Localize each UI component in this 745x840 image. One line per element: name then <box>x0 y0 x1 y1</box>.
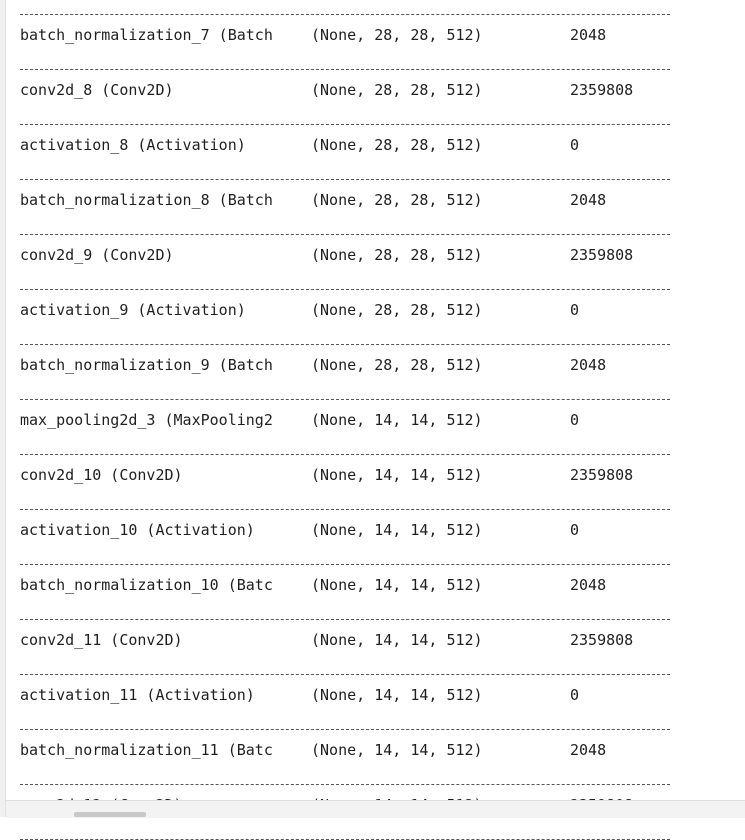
layer-name-cell: activation_8 (Activation) <box>20 136 246 154</box>
layer-name-cell: batch_normalization_9 (Batch <box>20 356 273 374</box>
layer-name-cell: activation_9 (Activation) <box>20 301 246 319</box>
row-separator <box>20 14 670 15</box>
param-count-cell: 0 <box>570 521 580 539</box>
layer-name-cell: batch_normalization_8 (Batch <box>20 191 273 209</box>
table-row <box>20 300 740 320</box>
output-shape-cell: (None, 28, 28, 512) <box>311 356 483 374</box>
output-shape-cell: (None, 28, 28, 512) <box>311 246 483 264</box>
row-separator <box>20 619 670 620</box>
layer-name-cell: batch_normalization_11 (Batc <box>20 741 273 759</box>
layer-name-cell: conv2d_9 (Conv2D) <box>20 246 174 264</box>
output-shape-cell: (None, 14, 14, 512) <box>311 521 483 539</box>
table-row <box>20 410 740 430</box>
output-shape-cell: (None, 14, 14, 512) <box>311 411 483 429</box>
layer-name-cell: conv2d_10 (Conv2D) <box>20 466 183 484</box>
table-row <box>20 190 740 210</box>
param-count-cell: 0 <box>570 301 580 319</box>
row-separator <box>20 509 670 510</box>
output-shape-cell: (None, 28, 28, 512) <box>311 26 483 44</box>
layer-name-cell: activation_10 (Activation) <box>20 521 255 539</box>
param-count-cell: 2048 <box>570 191 607 209</box>
row-separator <box>20 124 670 125</box>
table-row <box>20 575 740 595</box>
table-row <box>20 135 740 155</box>
output-shape-cell: (None, 14, 14, 512) <box>311 631 483 649</box>
table-row <box>20 630 740 650</box>
param-count-cell: 0 <box>570 686 580 704</box>
output-shape-cell: (None, 14, 14, 512) <box>311 741 483 759</box>
row-separator <box>20 179 670 180</box>
param-count-cell: 0 <box>570 411 580 429</box>
row-separator <box>20 399 670 400</box>
row-separator <box>20 69 670 70</box>
output-shape-cell: (None, 28, 28, 512) <box>311 136 483 154</box>
param-count-cell: 2359808 <box>570 81 634 99</box>
param-count-cell: 2359808 <box>570 246 634 264</box>
table-row <box>20 520 740 540</box>
row-separator <box>20 344 670 345</box>
param-count-cell: 2048 <box>570 576 607 594</box>
param-count-cell: 2048 <box>570 26 607 44</box>
layer-name-cell: max_pooling2d_3 (MaxPooling2 <box>20 411 273 429</box>
row-separator <box>20 289 670 290</box>
param-count-cell: 2359808 <box>570 466 634 484</box>
param-count-cell: 2359808 <box>570 631 634 649</box>
editor-gutter <box>0 0 6 817</box>
table-row <box>20 740 740 760</box>
table-row <box>20 465 740 485</box>
row-separator <box>20 234 670 235</box>
horizontal-scrollbar-thumb[interactable] <box>74 812 146 817</box>
table-row <box>20 355 740 375</box>
layer-name-cell: batch_normalization_7 (Batch <box>20 26 273 44</box>
layer-name-cell: conv2d_11 (Conv2D) <box>20 631 183 649</box>
output-shape-cell: (None, 28, 28, 512) <box>311 81 483 99</box>
param-count-cell: 0 <box>570 136 580 154</box>
output-shape-cell: (None, 28, 28, 512) <box>311 191 483 209</box>
row-separator <box>20 674 670 675</box>
layer-name-cell: batch_normalization_10 (Batc <box>20 576 273 594</box>
row-separator <box>20 784 670 785</box>
row-separator <box>20 454 670 455</box>
output-shape-cell: (None, 14, 14, 512) <box>311 576 483 594</box>
table-row <box>20 245 740 265</box>
output-shape-cell: (None, 14, 14, 512) <box>311 466 483 484</box>
output-shape-cell: (None, 14, 14, 512) <box>311 686 483 704</box>
output-shape-cell: (None, 28, 28, 512) <box>311 301 483 319</box>
param-count-cell: 2048 <box>570 356 607 374</box>
table-row <box>20 685 740 705</box>
table-row <box>20 25 740 45</box>
row-separator <box>20 729 670 730</box>
row-separator <box>20 564 670 565</box>
layer-name-cell: activation_11 (Activation) <box>20 686 255 704</box>
table-row <box>20 80 740 100</box>
param-count-cell: 2048 <box>570 741 607 759</box>
layer-name-cell: conv2d_8 (Conv2D) <box>20 81 174 99</box>
